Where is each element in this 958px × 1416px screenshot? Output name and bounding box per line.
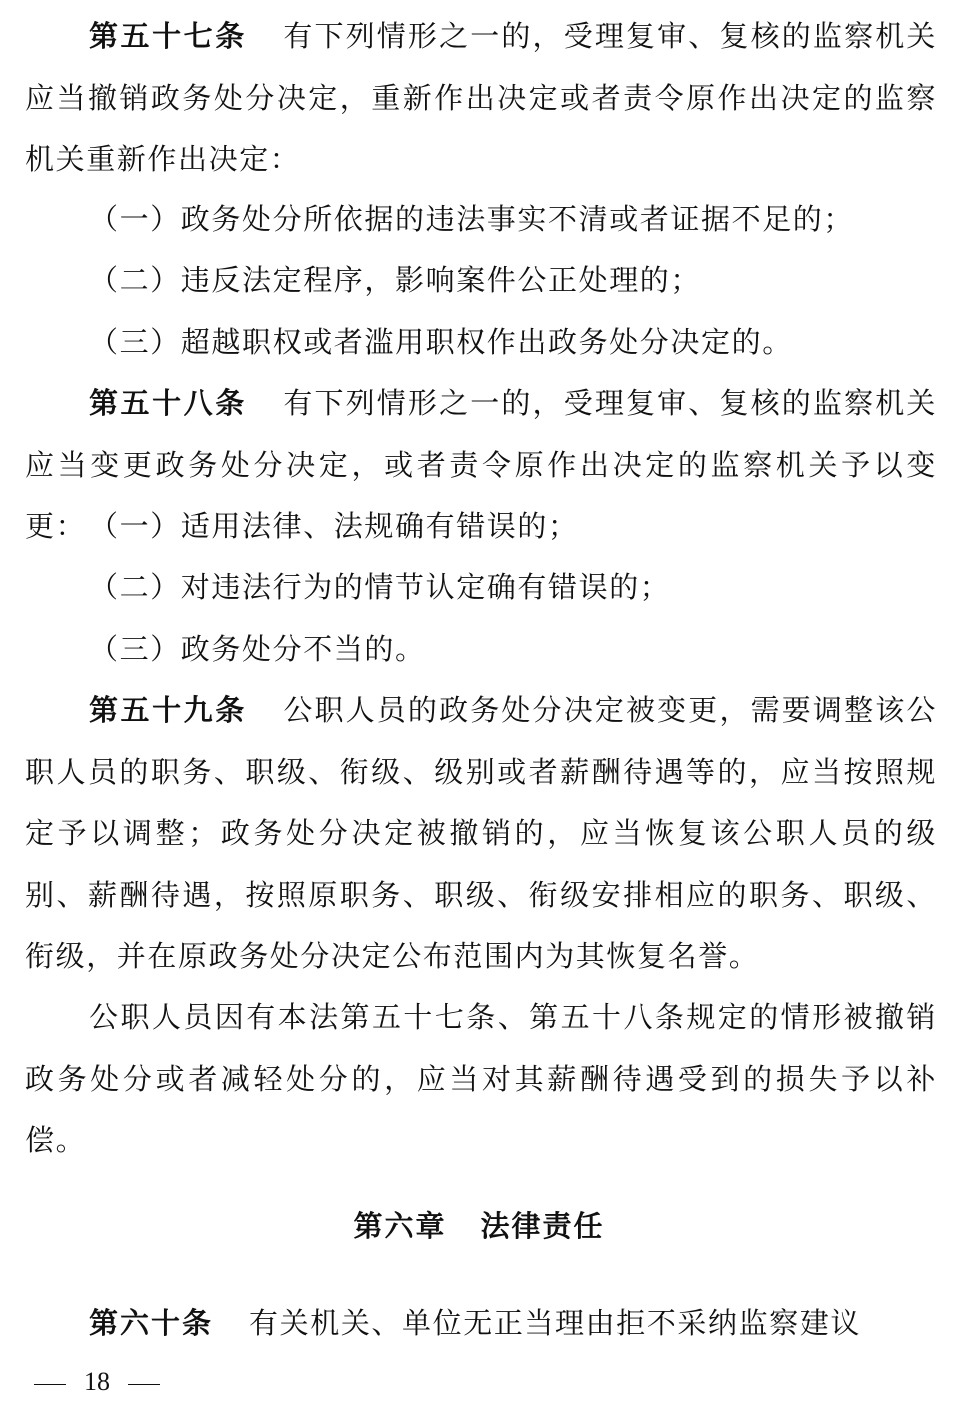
article-57-item-1: （一）政务处分所依据的违法事实不清或者证据不足的； <box>89 202 855 236</box>
chapter-heading <box>0 1196 958 1257</box>
article-60-text: 有关机关、单位无正当理由拒不采纳监察建议 <box>249 1306 862 1340</box>
chapter-number: 第六章 <box>353 1209 447 1243</box>
article-59-paragraph-2: 公职人员因有本法第五十七条、第五十八条规定的情形被撤销政务处分或者减轻处分的，应当对其薪酬待遇受到的损失予以补偿。 <box>25 1000 937 1157</box>
chapter-title: 法律责任 <box>480 1209 605 1243</box>
article-60-label: 第六十条 <box>89 1306 214 1340</box>
article-59-paragraph <box>25 680 937 988</box>
article-57-label: 第五十七条 <box>89 19 247 53</box>
footer-dash-left <box>34 1384 66 1385</box>
article-59-label: 第五十九条 <box>89 693 247 727</box>
article-57-paragraph <box>25 6 937 191</box>
article-58-item-2: （二）对违法行为的情节认定确有错误的； <box>89 570 671 604</box>
article-57-item-3: （三）超越职权或者滥用职权作出政务处分决定的。 <box>89 325 793 359</box>
article-57-item-2: （二）违反法定程序，影响案件公正处理的； <box>89 263 702 297</box>
article-58-text: 有下列情形之一的，受理复审、复核的监察机关应当变更政务处分决定，或者责令原作出决定的监察机关予以变更： <box>25 386 937 543</box>
article-58-item-1: （一）适用法律、法规确有错误的； <box>89 509 579 543</box>
page-footer <box>34 1364 178 1400</box>
page-number: 18 <box>84 1367 110 1396</box>
article-59-text: 公职人员的政务处分决定被变更，需要调整该公职人员的职务、职级、衔级、级别或者薪酬待遇等的，应当按照规定予以调整；政务处分决定被撤销的，应当恢复该公职人员的级别、薪酬待遇，按照原职务、职级、衔级安排相应的职务、职级、衔级，并在原政务处分决定公布范围内为其恢复名誉。 <box>25 693 937 973</box>
footer-dash-right <box>128 1384 160 1385</box>
article-58-label: 第五十八条 <box>89 386 247 420</box>
article-60-paragraph <box>25 1293 937 1355</box>
article-58-item-3: （三）政务处分不当的。 <box>89 632 426 666</box>
article-57-text: 有下列情形之一的，受理复审、复核的监察机关应当撤销政务处分决定，重新作出决定或者责令原作出决定的监察机关重新作出决定： <box>25 19 937 176</box>
